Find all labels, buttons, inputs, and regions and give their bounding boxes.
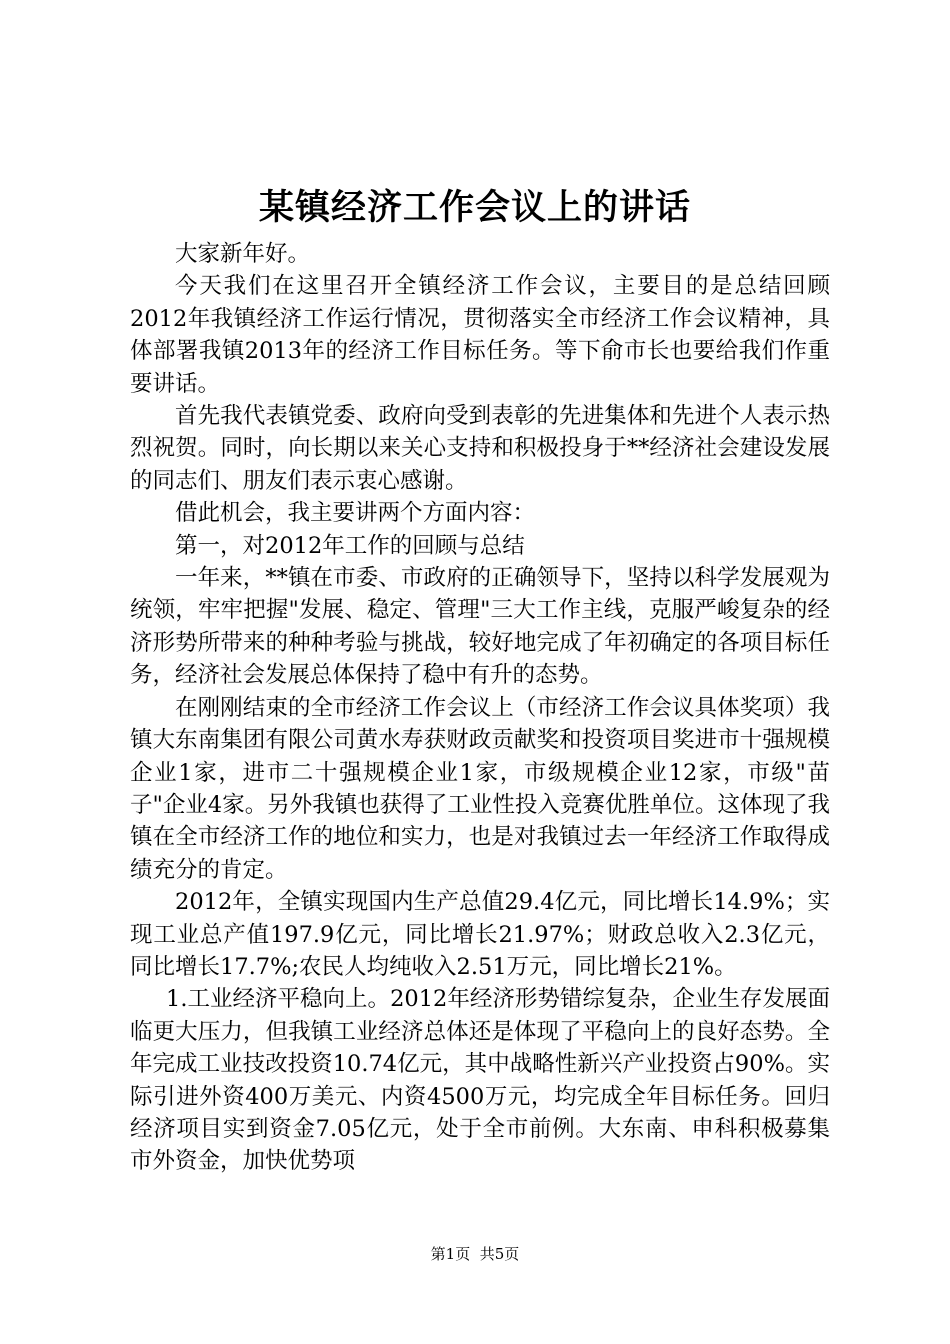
paragraph-purpose: 今天我们在这里召开全镇经济工作会议，主要目的是总结回顾2012年我镇经济工作运行情况，贯彻落实全市经济工作会议精神，具体部署我镇2013年的经济工作目标任务。等下俞市长也要给我们作重要讲话。 <box>130 273 830 397</box>
paragraph-awards: 在刚刚结束的全市经济工作会议上（市经济工作会议具体奖项）我镇大东南集团有限公司黄水寿获财政贡献奖和投资项目奖进市十强规模企业1家，进市二十强规模企业1家，市级规模企业12家，市级"苗子"企业4家。另外我镇也获得了工业性投入竞赛优胜单位。这体现了我镇在全市经济工作的地位和实力，也是对我镇过去一年经济工作取得成绩充分的肯定。 <box>130 694 830 883</box>
document-title: 某镇经济工作会议上的讲话 <box>258 187 691 228</box>
paragraph-industrial-economy: 1.工业经济平稳向上。2012年经济形势错综复杂，企业生存发展面临更大压力，但我镇工业经济总体还是体现了平稳向上的良好态势。全年完成工业技改投资10.74亿元，其中战略性新兴产业投资占90%。实际引进外资400万美元、内资4500万元，均完成全年目标任务。回归经济项目实到资金7.05亿元，处于全市前例。大东南、申科积极募集市外资金，加快优势项 <box>130 986 830 1175</box>
paragraph-section-one-heading: 第一，对2012年工作的回顾与总结 <box>175 532 525 559</box>
paragraph-greeting: 大家新年好。 <box>175 241 311 267</box>
document-body <box>130 238 830 1178</box>
paragraph-statistics: 2012年，全镇实现国内生产总值29.4亿元，同比增长14.9%；实现工业总产值197.9亿元，同比增长21.97%；财政总收入2.3亿元，同比增长17.7%;农民人均纯收入2.51万元，同比增长21%。 <box>130 889 830 980</box>
paragraph-congratulations: 首先我代表镇党委、政府向受到表彰的先进集体和先进个人表示热烈祝贺。同时，向长期以来关心支持和积极投身于**经济社会建设发展的同志们、朋友们表示衷心感谢。 <box>130 403 830 494</box>
page-total: 共5页 <box>479 1245 520 1263</box>
paragraph-outline: 借此机会，我主要讲两个方面内容： <box>175 500 536 527</box>
page-footer <box>0 1244 950 1264</box>
page-number: 第1页 <box>430 1245 471 1263</box>
paragraph-year-review: 一年来，**镇在市委、市政府的正确领导下，坚持以科学发展观为统领，牢牢把握"发展、稳定、管理"三大工作主线，克服严峻复杂的经济形势所带来的种种考验与挑战，较好地完成了年初确定的各项目标任务，经济社会发展总体保持了稳中有升的态势。 <box>130 565 830 689</box>
